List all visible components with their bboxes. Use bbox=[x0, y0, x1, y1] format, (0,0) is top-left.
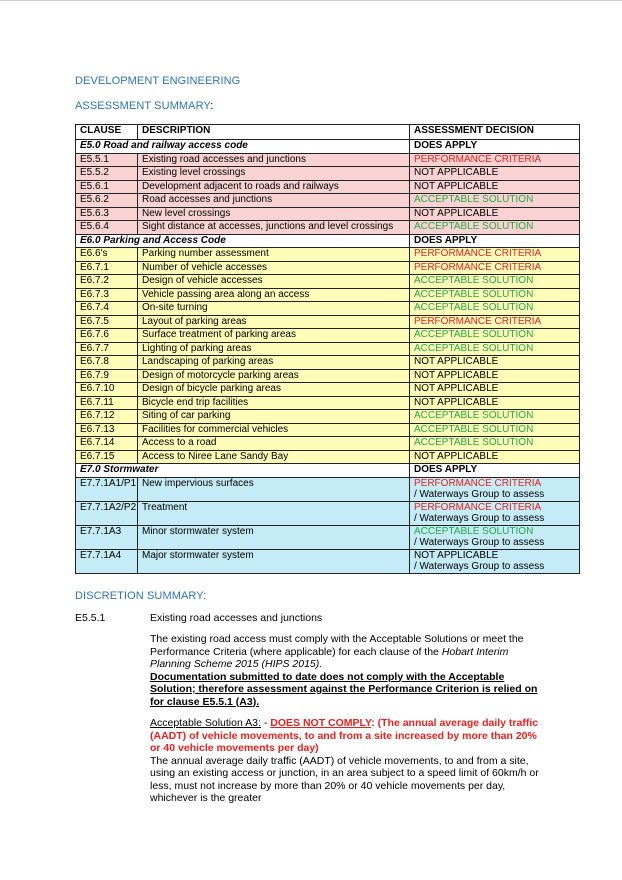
clause-cell: E5.6.4 bbox=[76, 221, 138, 235]
description-cell: On-site turning bbox=[138, 302, 410, 316]
discretion-title: Existing road accesses and junctions bbox=[150, 612, 323, 624]
clause-cell: E6.7.15 bbox=[76, 450, 138, 464]
clause-cell: E5.6.1 bbox=[76, 180, 138, 194]
decision-value: ACCEPTABLE SOLUTION bbox=[414, 329, 534, 340]
section-title: E6.0 Parking and Access Code bbox=[76, 234, 410, 248]
decision-cell bbox=[410, 369, 580, 383]
decision-note: / Waterways Group to assess bbox=[414, 513, 545, 524]
clause-cell: E6.7.3 bbox=[76, 288, 138, 302]
acceptable-solution-label: Acceptable Solution A3: bbox=[150, 717, 261, 729]
description-cell: Sight distance at accesses, junctions and level crossings bbox=[138, 221, 410, 235]
acceptable-solution-text: The annual average daily traffic (AADT) of vehicle movements, to and from a site, using an existing access or junction, in an area subject to a speed limit of 60km/h or less, must not increase by more than 20% or 40 vehicle movements per day, whichever is the greater bbox=[150, 754, 539, 804]
header-decision: ASSESSMENT DECISION bbox=[410, 125, 580, 140]
decision-cell bbox=[410, 437, 580, 451]
clause-cell: E7.7.1A2/P2 bbox=[76, 501, 138, 525]
assessment-summary-text: ASSESSMENT SUMMARY bbox=[75, 100, 211, 112]
table-row bbox=[76, 221, 580, 235]
decision-value: NOT APPLICABLE bbox=[414, 356, 499, 367]
decision-value: ACCEPTABLE SOLUTION bbox=[414, 423, 534, 435]
clause-cell: E5.5.2 bbox=[76, 167, 138, 181]
header-clause: CLAUSE bbox=[76, 125, 138, 140]
decision-value: NOT APPLICABLE bbox=[414, 396, 499, 408]
decision-value: NOT APPLICABLE bbox=[414, 369, 499, 381]
clause-cell: E6.7.10 bbox=[76, 383, 138, 397]
compliance-status: DOES NOT COMPLY bbox=[270, 717, 372, 729]
table-row bbox=[76, 275, 580, 289]
description-cell: New impervious surfaces bbox=[138, 477, 410, 501]
description-cell: Lighting of parking areas bbox=[138, 342, 410, 356]
clause-cell: E6.7.12 bbox=[76, 410, 138, 424]
decision-cell bbox=[410, 180, 580, 194]
decision-value: ACCEPTABLE SOLUTION bbox=[414, 437, 534, 448]
description-cell: Landscaping of parking areas bbox=[138, 356, 410, 370]
clause-cell: E6.7.8 bbox=[76, 356, 138, 370]
section-title: E7.0 Stormwater bbox=[76, 464, 410, 478]
description-cell: Design of vehicle accesses bbox=[138, 275, 410, 289]
clause-cell: E6.7.6 bbox=[76, 329, 138, 343]
table-row bbox=[76, 477, 580, 501]
acceptable-solution-paragraph bbox=[150, 717, 545, 805]
clause-cell: E5.6.2 bbox=[76, 194, 138, 208]
description-cell: Design of motorcycle parking areas bbox=[138, 369, 410, 383]
decision-note: / Waterways Group to assess bbox=[414, 489, 545, 500]
table-row bbox=[76, 549, 580, 573]
clause-cell: E7.7.1A3 bbox=[76, 525, 138, 549]
decision-value: PERFORMANCE CRITERIA bbox=[414, 501, 542, 513]
table-row bbox=[76, 342, 580, 356]
table-row bbox=[76, 180, 580, 194]
decision-cell bbox=[410, 315, 580, 329]
section-decision: DOES APPLY bbox=[410, 140, 580, 154]
clause-cell: E5.6.3 bbox=[76, 207, 138, 221]
assessment-table-body bbox=[76, 140, 580, 574]
decision-value: NOT APPLICABLE bbox=[414, 450, 499, 462]
decision-value: ACCEPTABLE SOLUTION bbox=[414, 288, 534, 300]
section-decision: DOES APPLY bbox=[410, 464, 580, 478]
decision-cell bbox=[410, 207, 580, 221]
description-cell: Bicycle end trip facilities bbox=[138, 396, 410, 410]
decision-value: NOT APPLICABLE bbox=[414, 180, 499, 192]
table-row bbox=[76, 194, 580, 208]
table-row bbox=[76, 437, 580, 451]
decision-cell bbox=[410, 275, 580, 289]
table-row bbox=[76, 207, 580, 221]
decision-cell bbox=[410, 396, 580, 410]
decision-value: ACCEPTABLE SOLUTION bbox=[414, 410, 534, 421]
decision-cell bbox=[410, 153, 580, 167]
decision-cell bbox=[410, 221, 580, 235]
section-decision: DOES APPLY bbox=[410, 234, 580, 248]
table-row bbox=[76, 302, 580, 316]
clause-cell: E6.7.5 bbox=[76, 315, 138, 329]
description-cell: Existing road accesses and junctions bbox=[138, 153, 410, 167]
decision-cell bbox=[410, 356, 580, 370]
development-engineering-heading: DEVELOPMENT ENGINEERING bbox=[75, 75, 241, 87]
decision-cell bbox=[410, 383, 580, 397]
discretion-clause: E5.5.1 bbox=[75, 612, 106, 624]
decision-value: PERFORMANCE CRITERIA bbox=[414, 477, 542, 489]
table-row bbox=[76, 261, 580, 275]
clause-cell: E6.6's bbox=[76, 248, 138, 262]
decision-value: PERFORMANCE CRITERIA bbox=[414, 315, 542, 327]
assessment-table bbox=[75, 124, 580, 574]
table-row bbox=[76, 525, 580, 549]
table-row bbox=[76, 248, 580, 262]
description-cell: Surface treatment of parking areas bbox=[138, 329, 410, 343]
decision-value: ACCEPTABLE SOLUTION bbox=[414, 221, 534, 232]
table-header-row bbox=[76, 125, 580, 140]
clause-cell: E6.7.9 bbox=[76, 369, 138, 383]
decision-value: PERFORMANCE CRITERIA bbox=[414, 261, 542, 273]
table-row bbox=[76, 356, 580, 370]
table-row bbox=[76, 369, 580, 383]
decision-value: NOT APPLICABLE bbox=[414, 167, 499, 178]
decision-note: / Waterways Group to assess bbox=[414, 561, 545, 572]
table-row bbox=[76, 383, 580, 397]
clause-cell: E6.7.7 bbox=[76, 342, 138, 356]
section-row bbox=[76, 140, 580, 154]
table-row bbox=[76, 288, 580, 302]
table-row bbox=[76, 410, 580, 424]
decision-cell bbox=[410, 525, 580, 549]
decision-cell bbox=[410, 248, 580, 262]
header-description: DESCRIPTION bbox=[138, 125, 410, 140]
description-cell: Major stormwater system bbox=[138, 549, 410, 573]
decision-value: PERFORMANCE CRITERIA bbox=[414, 153, 542, 165]
decision-cell bbox=[410, 261, 580, 275]
description-cell: Road accesses and junctions bbox=[138, 194, 410, 208]
section-title: E5.0 Road and railway access code bbox=[76, 140, 410, 154]
paragraph-1-bold-statement: Documentation submitted to date does not comply with the Acceptable Solution; therefore assessment against the Performance Criterion is relied on for clause E5.5.1 (A3). bbox=[150, 670, 538, 708]
clause-cell: E6.7.14 bbox=[76, 437, 138, 451]
compliance-detail: : (The annual average daily traffic (AADT) of vehicle movements, to and from a site increased by more than 20% or 40 vehicle movements per day) bbox=[150, 717, 539, 754]
clause-cell: E6.7.13 bbox=[76, 423, 138, 437]
clause-cell: E7.7.1A4 bbox=[76, 549, 138, 573]
decision-cell bbox=[410, 342, 580, 356]
decision-cell bbox=[410, 288, 580, 302]
decision-value: ACCEPTABLE SOLUTION bbox=[414, 525, 534, 537]
decision-value: PERFORMANCE CRITERIA bbox=[414, 248, 542, 259]
clause-cell: E6.7.2 bbox=[76, 275, 138, 289]
decision-cell bbox=[410, 501, 580, 525]
decision-cell bbox=[410, 194, 580, 208]
decision-value: NOT APPLICABLE bbox=[414, 207, 499, 219]
table-row bbox=[76, 423, 580, 437]
description-cell: Access to a road bbox=[138, 437, 410, 451]
section-row bbox=[76, 234, 580, 248]
discretion-summary-heading: DISCRETION SUMMARY: bbox=[75, 590, 207, 602]
decision-value: ACCEPTABLE SOLUTION bbox=[414, 275, 534, 286]
description-cell: Vehicle passing area along an access bbox=[138, 288, 410, 302]
table-row bbox=[76, 153, 580, 167]
decision-cell bbox=[410, 302, 580, 316]
discretion-paragraph-1 bbox=[150, 633, 545, 708]
description-cell: Existing level crossings bbox=[138, 167, 410, 181]
clause-cell: E6.7.11 bbox=[76, 396, 138, 410]
clause-cell: E6.7.1 bbox=[76, 261, 138, 275]
decision-cell bbox=[410, 477, 580, 501]
acceptable-solution-dash: - bbox=[260, 717, 271, 729]
decision-cell bbox=[410, 423, 580, 437]
description-cell: Treatment bbox=[138, 501, 410, 525]
decision-cell bbox=[410, 410, 580, 424]
decision-cell bbox=[410, 329, 580, 343]
decision-cell bbox=[410, 549, 580, 573]
section-row bbox=[76, 464, 580, 478]
description-cell: Layout of parking areas bbox=[138, 315, 410, 329]
table-row bbox=[76, 450, 580, 464]
decision-value: NOT APPLICABLE bbox=[414, 383, 499, 394]
description-cell: Development adjacent to roads and railways bbox=[138, 180, 410, 194]
table-row bbox=[76, 396, 580, 410]
description-cell: Siting of car parking bbox=[138, 410, 410, 424]
description-cell: Access to Niree Lane Sandy Bay bbox=[138, 450, 410, 464]
decision-cell bbox=[410, 167, 580, 181]
description-cell: New level crossings bbox=[138, 207, 410, 221]
decision-value: ACCEPTABLE SOLUTION bbox=[414, 194, 534, 205]
clause-cell: E5.5.1 bbox=[76, 153, 138, 167]
assessment-summary-heading bbox=[75, 100, 213, 112]
table-row bbox=[76, 315, 580, 329]
description-cell: Design of bicycle parking areas bbox=[138, 383, 410, 397]
description-cell: Number of vehicle accesses bbox=[138, 261, 410, 275]
assessment-summary-colon: : bbox=[210, 100, 214, 112]
table-row bbox=[76, 167, 580, 181]
paragraph-1-text: The existing road access must comply with the Acceptable Solutions or meet the Performance Criteria (where applicable) for each clause of the bbox=[150, 633, 524, 658]
paragraph-1-scheme-name: Hobart Interim Planning Scheme 2015 (HIPS 2015). bbox=[150, 645, 509, 670]
description-cell: Minor stormwater system bbox=[138, 525, 410, 549]
clause-cell: E6.7.4 bbox=[76, 302, 138, 316]
table-row bbox=[76, 329, 580, 343]
decision-cell bbox=[410, 450, 580, 464]
decision-value: NOT APPLICABLE bbox=[414, 549, 499, 561]
decision-value: ACCEPTABLE SOLUTION bbox=[414, 342, 534, 354]
description-cell: Parking number assessment bbox=[138, 248, 410, 262]
clause-cell: E7.7.1A1/P1 bbox=[76, 477, 138, 501]
decision-value: ACCEPTABLE SOLUTION bbox=[414, 302, 534, 313]
description-cell: Facilities for commercial vehicles bbox=[138, 423, 410, 437]
table-row bbox=[76, 501, 580, 525]
decision-note: / Waterways Group to assess bbox=[414, 537, 545, 548]
